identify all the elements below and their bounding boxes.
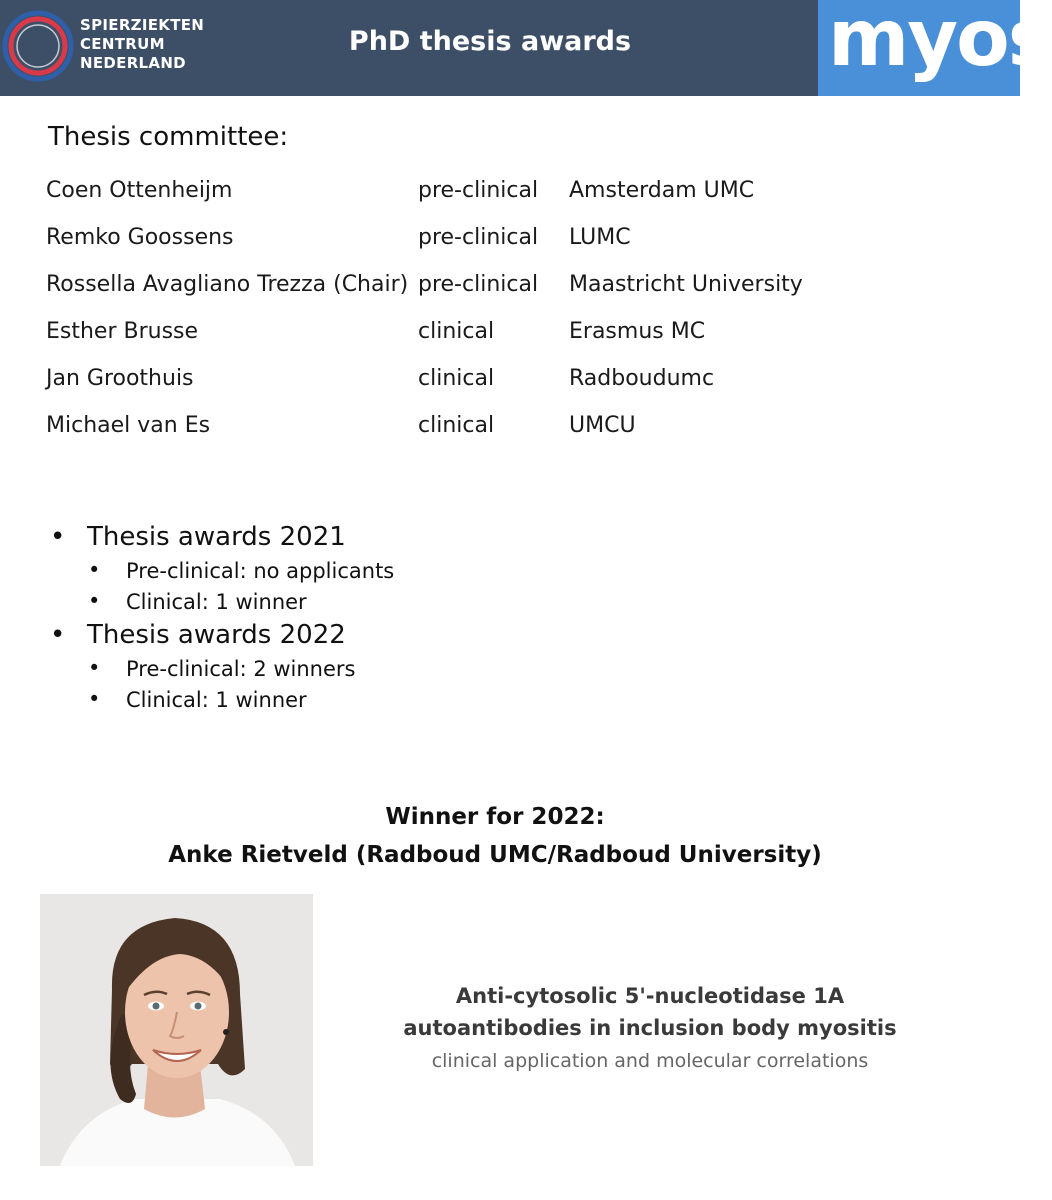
thesis-subtitle: clinical application and molecular correlations: [431, 1050, 869, 1072]
myos-logo: [818, 0, 1052, 96]
member-type: pre-clinical: [418, 225, 539, 250]
member-institution: Maastricht University: [569, 272, 803, 297]
bullet-icon: •: [88, 558, 101, 582]
member-institution: LUMC: [569, 225, 631, 250]
bullet-icon: •: [88, 656, 101, 680]
awards-year-title: Thesis awards 2022: [87, 620, 346, 650]
awards-sub-text: Clinical: 1 winner: [126, 688, 307, 712]
member-name: Esther Brusse: [46, 319, 199, 344]
awards-sub-text: Pre-clinical: 2 winners: [126, 657, 356, 681]
awards-year-title: Thesis awards 2021: [87, 522, 346, 552]
logo-line: NEDERLAND: [80, 54, 186, 72]
member-type: pre-clinical: [418, 178, 539, 203]
header-bar: [0, 0, 1052, 96]
thesis-title-block: [380, 980, 920, 1076]
logo-wordmark: [80, 16, 204, 73]
member-type: clinical: [418, 413, 495, 438]
thesis-title-line: Anti-cytosolic 5'-nucleotidase 1A: [455, 984, 845, 1008]
member-institution: Radboudumc: [569, 366, 715, 391]
member-name: Remko Goossens: [46, 225, 234, 250]
winner-heading: [0, 798, 990, 874]
bullet-icon: •: [50, 522, 66, 552]
ring-logo-icon: [0, 6, 84, 90]
winner-line: Winner for 2022:: [385, 804, 605, 830]
member-name: Coen Ottenheijm: [46, 178, 233, 203]
logo-line: SPIERZIEKTEN: [80, 16, 205, 34]
committee-heading: Thesis committee:: [48, 122, 289, 152]
awards-sub-text: Clinical: 1 winner: [126, 590, 307, 614]
member-institution: Amsterdam UMC: [569, 178, 755, 203]
winner-photo: [40, 894, 313, 1166]
myos-wordmark: myos: [828, 0, 1052, 84]
thesis-title-line: autoantibodies in inclusion body myositis: [403, 1016, 897, 1040]
member-type: pre-clinical: [418, 272, 539, 297]
member-type: clinical: [418, 319, 495, 344]
page-title: PhD thesis awards: [348, 26, 632, 57]
logo-line: CENTRUM: [80, 35, 165, 53]
member-name: Jan Groothuis: [46, 366, 194, 391]
portrait-illustration: [40, 894, 313, 1166]
bullet-icon: •: [88, 589, 101, 613]
member-institution: UMCU: [569, 413, 636, 438]
spierziekten-logo: [0, 6, 205, 90]
member-type: clinical: [418, 366, 495, 391]
awards-sub-text: Pre-clinical: no applicants: [126, 559, 395, 583]
winner-name: Anke Rietveld (Radboud UMC/Radboud University): [168, 842, 822, 868]
member-name: Michael van Es: [46, 413, 211, 438]
bullet-icon: •: [50, 620, 66, 650]
bullet-icon: •: [88, 687, 101, 711]
member-institution: Erasmus MC: [569, 319, 706, 344]
member-name: Rossella Avagliano Trezza (Chair): [46, 272, 409, 297]
